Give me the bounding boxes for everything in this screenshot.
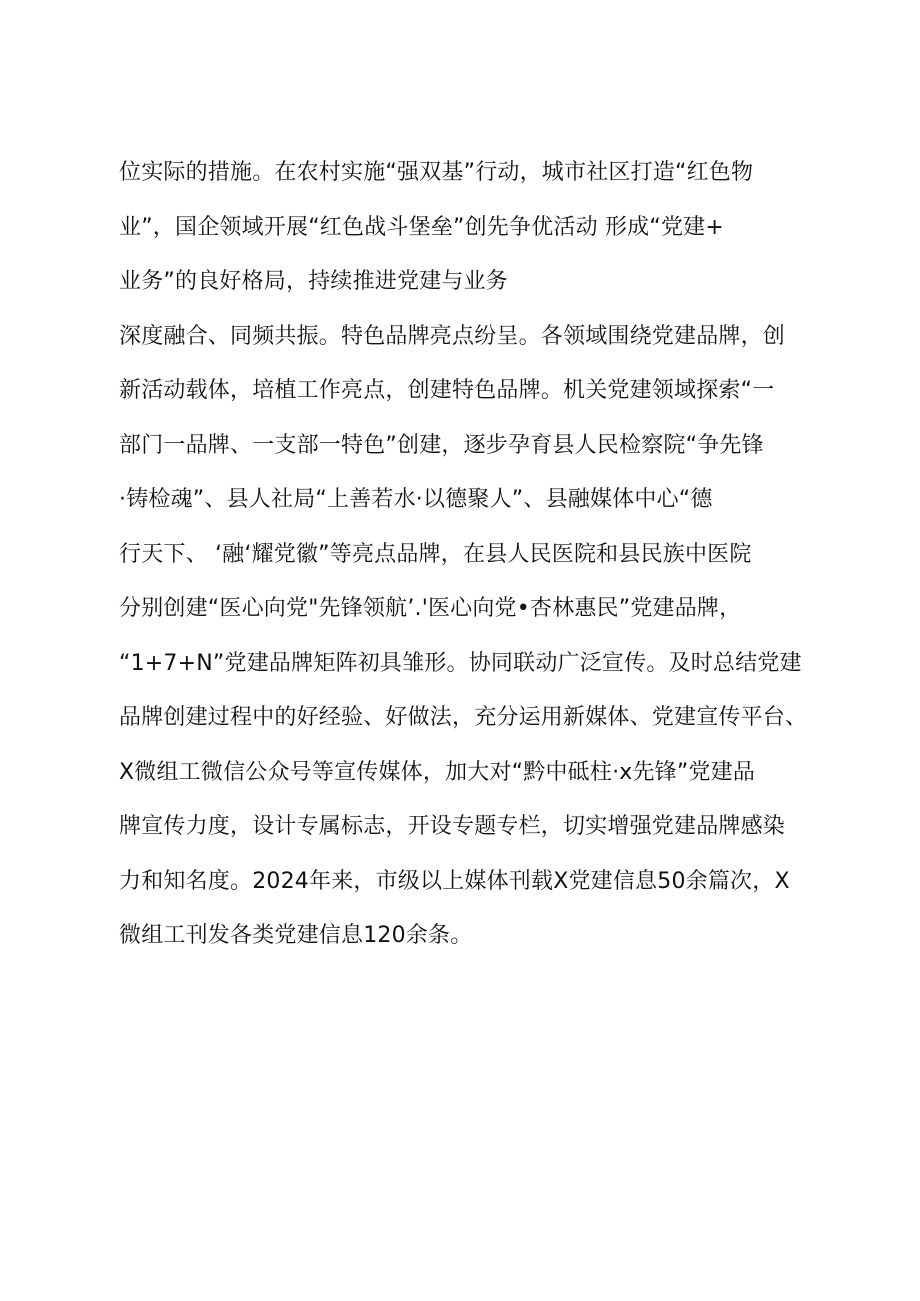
text-line: 深度融合、同频共振。特色品牌亮点纷呈。各领域围绕党建品牌，创 (119, 323, 786, 349)
text-line: ·铸检魂”、县人社局“上善若水·以德聚人”、县融媒体中心“德 (119, 487, 713, 512)
text-line: 分别创建“医心向党"先锋领航’.'医心向党•杏林惠民”党建品牌， (119, 596, 742, 621)
text-line: X微组工微信公众号等宣传媒体，加大对“黔中砥柱·x先锋”党建品 (119, 759, 756, 785)
body-paragraph (119, 146, 819, 964)
text-line: 力和知名度。2024年来，市级以上媒体刊载X党建信息50余篇次，X (119, 868, 790, 894)
text-line: 新活动载体，培植工作亮点，创建特色品牌。机关党建领域探索“一 (119, 378, 775, 403)
text-line: 品牌创建过程中的好经验、好做法，充分运用新媒体、党建宣传平台、 (119, 705, 808, 730)
text-line: 业务”的良好格局，持续推进党建与业务 (119, 269, 508, 294)
text-line: 位实际的措施。在农村实施“强双基”行动，城市社区打造“红色物 (119, 160, 754, 185)
text-line: 微组工刊发各类党建信息120余条。 (119, 923, 473, 948)
text-line: 部门一品牌、一支部一特色”创建，逐步孕育县人民检察院“争先锋 (119, 432, 764, 458)
text-line: 牌宣传力度，设计专属标志，开设专题专栏，切实增强党建品牌感染 (119, 814, 786, 839)
text-line: “1+7+N”党建品牌矩阵初具雏形。协同联动广泛宣传。及时总结党建 (119, 650, 802, 676)
text-line: 业”，国企领域开展“红色战斗堡垒”创先争优活动 形成“党建+ (119, 214, 725, 240)
text-line: 行天下、 ‘融‘耀党徽”等亮点品牌，在县人民医院和县民族中医院 (119, 541, 752, 567)
